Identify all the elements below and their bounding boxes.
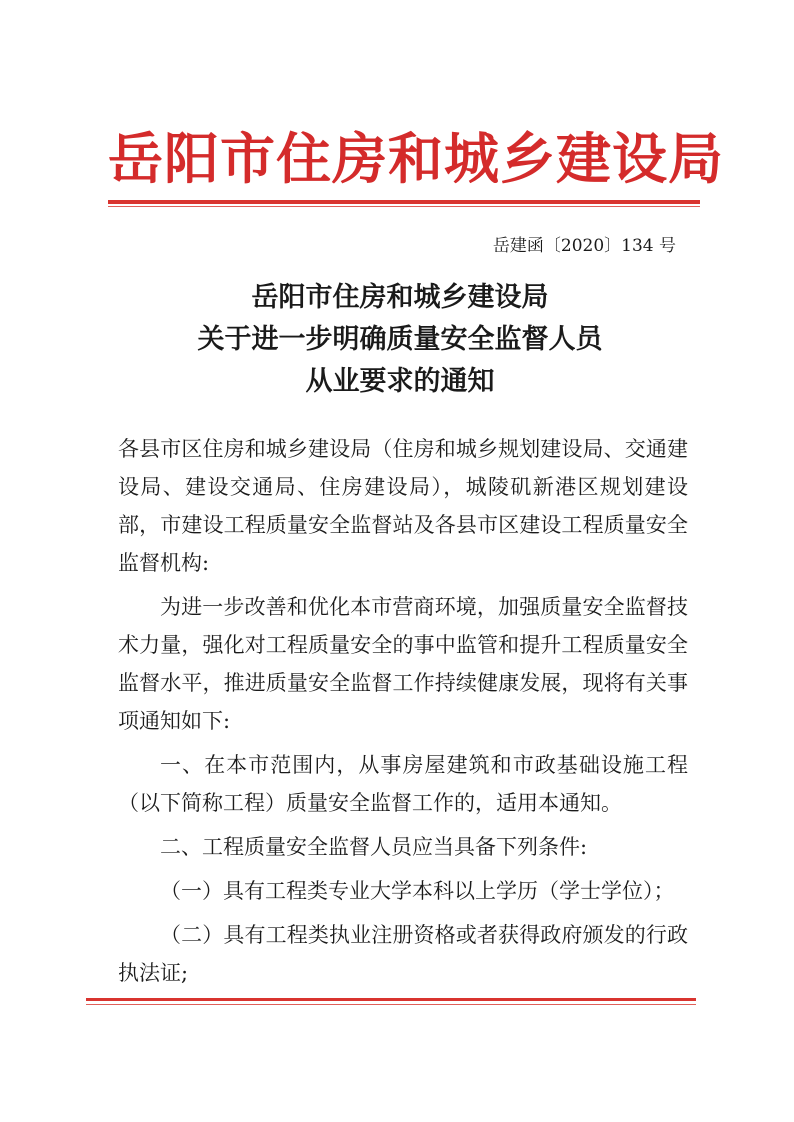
intro-paragraph: 为进一步改善和优化本市营商环境，加强质量安全监督技术力量，强化对工程质量安全的事中监管和提升工程质量安全监督水平，推进质量安全监督工作持续健康发展，现将有关事项通知如下: (118, 595, 688, 733)
document-title-line-1: 岳阳市住房和城乡建设局 (251, 282, 549, 313)
document-title-line-3: 从业要求的通知 (305, 366, 495, 397)
letterhead-red-rule-thin (108, 206, 700, 207)
agency-letterhead-title: 岳阳市住房和城乡建设局 (108, 126, 725, 191)
document-number: 岳建函〔2020〕134 号 (492, 236, 676, 256)
letterhead-red-rule (108, 200, 700, 204)
footer-red-rule-thin (86, 1004, 696, 1005)
item-1-paragraph: 一、在本市范围内，从事房屋建筑和市政基础设施工程（以下简称工程）质量安全监督工作的，适用本通知。 (118, 753, 688, 815)
document-title (100, 277, 700, 403)
salutation-paragraph: 各县市区住房和城乡建设局（住房和城乡规划建设局、交通建设局、建设交通局、住房建设局），城陵矶新港区规划建设部，市建设工程质量安全监督站及各县市区建设工程质量安全监督机构: (118, 437, 688, 575)
document-title-line-2: 关于进一步明确质量安全监督人员 (197, 324, 603, 355)
item-2-2-paragraph: （二）具有工程类执业注册资格或者获得政府颁发的行政执法证; (118, 923, 688, 985)
document-body (118, 430, 688, 992)
footer-red-rule (86, 998, 696, 1001)
item-2-paragraph: 二、工程质量安全监督人员应当具备下列条件: (160, 835, 588, 859)
item-2-1-paragraph: （一）具有工程类专业大学本科以上学历（学士学位）； (160, 879, 675, 903)
